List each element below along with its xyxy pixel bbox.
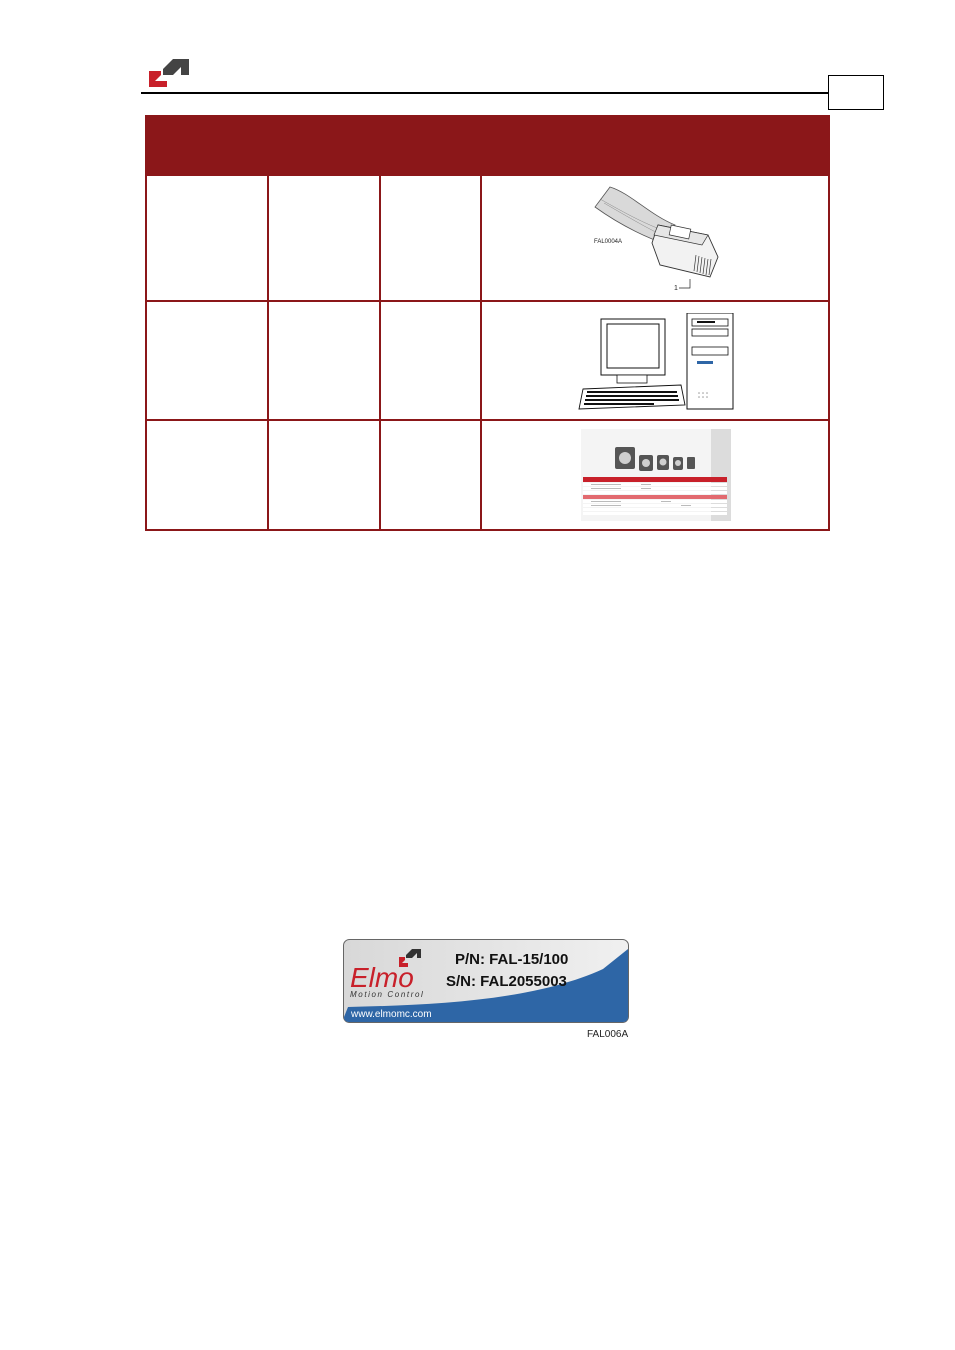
figure-code: FAL006A bbox=[587, 1029, 629, 1040]
part-number: P/N: FAL-15/100 bbox=[455, 951, 569, 968]
rj45-connector-icon bbox=[590, 185, 725, 295]
row-divider bbox=[145, 300, 830, 302]
header-rule bbox=[141, 92, 829, 94]
components-table bbox=[145, 115, 830, 531]
page-number-box bbox=[828, 75, 884, 110]
column-divider bbox=[379, 176, 381, 531]
elmo-logo-icon bbox=[147, 59, 189, 87]
brand-tagline: Motion Control bbox=[350, 990, 425, 999]
desktop-computer-icon bbox=[577, 313, 737, 411]
product-label bbox=[343, 939, 629, 1023]
serial-number: S/N: FAL2055003 bbox=[446, 973, 567, 990]
callout-number: 1 bbox=[674, 285, 678, 292]
column-divider bbox=[267, 176, 269, 531]
website-url: www.elmomc.com bbox=[351, 1009, 432, 1020]
figure-label: FAL0004A bbox=[594, 239, 623, 245]
column-divider bbox=[480, 176, 482, 531]
brand-name: Elmo bbox=[350, 962, 414, 993]
row-divider bbox=[145, 419, 830, 421]
motor-datasheet-thumbnail-icon bbox=[581, 429, 731, 521]
table-header bbox=[145, 115, 830, 176]
